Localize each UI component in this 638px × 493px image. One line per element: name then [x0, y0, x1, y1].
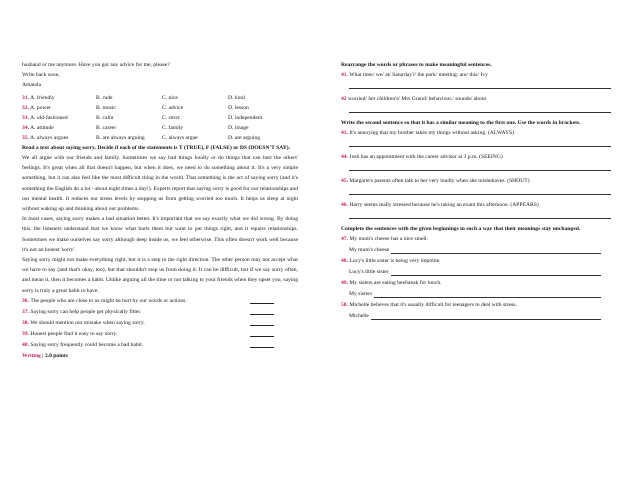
complete-heading: Complete the sentences with the given beginnings in such a way that their meanings stay unchanged. — [341, 226, 581, 232]
statement-item — [22, 340, 274, 351]
sentence-start: My mum's cheese — [349, 247, 390, 253]
question-number: 38. — [22, 319, 29, 326]
rearrange-heading: Rearrange the words or phrases to make meaningful sentences. — [341, 62, 492, 68]
options-list — [22, 93, 298, 143]
completion-line[interactable] — [349, 288, 617, 300]
left-column — [22, 60, 298, 361]
question-number: 43. — [341, 130, 348, 136]
question-number: 45. — [341, 178, 348, 184]
question-text: What time/ we/ at/ Saturday?/ the park/ meeting/ are/ this/ Ivy — [349, 72, 488, 78]
reading-paragraph: Saying sorry might not make everything right, but it is a step in the right direction. The other person may not accept what we have to say (and that's okay, too), but that shouldn't stop us from doing it. It can be difficult, but if we say sorry often, and mean it, then it becomes a habit. Unlike arguing all the time or not talking to your friends when they upset you, saying sorry is truly a great habit to have. — [22, 257, 298, 294]
option-c: C. advice — [162, 105, 184, 111]
question-text: My mum's cheese has a nice smell. — [349, 236, 428, 242]
letter-line: Amanda — [22, 82, 41, 88]
question-number: 47. — [341, 236, 348, 242]
option-row — [22, 93, 298, 103]
writing-label: Writing — [22, 352, 41, 359]
answer-line[interactable] — [349, 104, 611, 113]
reading-paragraph: We all argue with our friends and family. Sometimes we say bad things loudly or do things that can hurt the others' feelings. It's great when all that doesn't happen, but when it does, we need to do something about it. It's a very simple something, but it can also feel like the most difficult thing in the world. That something is the act of saying sorry (and it's something the English do a lot - about eight times a day!). Experts report that saying sorry is good for our relationships and our mental health. It reduces our stress levels by stopping us from getting worried too much. It helps us sleep at night without waking up and thinking about our problems. — [22, 155, 298, 213]
option-a: A. attitude — [30, 125, 54, 131]
statement-text: Saying sorry can help people get physically fitter. — [30, 308, 142, 315]
answer-line[interactable] — [349, 186, 611, 195]
answer-blank[interactable] — [250, 318, 274, 326]
question-text: It's annoying that my brother takes my things without asking. (ALWAYS) — [349, 130, 515, 136]
option-b: B. are always arguing — [96, 135, 145, 141]
question-text: My sisters are eating beefsteak for lunch. — [349, 280, 442, 286]
question-text: Margaret's parents often talk to her very loudly when she misbehaves. (SHOUT) — [349, 178, 530, 184]
right-column — [341, 60, 617, 322]
completion-line[interactable] — [349, 244, 617, 256]
statement-item — [22, 296, 274, 307]
sentence-start: Michelle — [349, 313, 369, 319]
question-number: 46. — [341, 202, 348, 208]
question-number: 35. — [22, 135, 29, 141]
question-number: 48. — [341, 258, 348, 264]
question-number: 33. — [22, 115, 29, 121]
statement-text: We should mention our mistake when saying sorry. — [30, 319, 145, 326]
option-d: D. are arguing — [228, 135, 261, 141]
answer-line[interactable] — [349, 162, 611, 171]
answer-line[interactable] — [349, 80, 611, 89]
option-c: C. family — [162, 125, 184, 131]
question-number: 42 — [341, 96, 347, 102]
question-number: 41. — [341, 72, 348, 78]
option-c: C. always argue — [162, 135, 198, 141]
option-row — [22, 113, 298, 123]
statement-item — [22, 318, 274, 329]
question-text: Josh has an appointment with the career advisor at 3 p.m. (SEEING) — [349, 154, 503, 160]
question-text: Lucy's little sister is being very impolite. — [349, 258, 441, 264]
question-number: 31. — [22, 95, 29, 101]
writing-section-title — [22, 351, 298, 361]
question-number: 39. — [22, 330, 29, 337]
answer-blank[interactable] — [250, 340, 274, 348]
option-d: D. independent — [228, 115, 263, 121]
question-number: 32. — [22, 105, 29, 111]
statement-text: Saying sorry frequently could become a bad habit. — [30, 341, 144, 348]
rewrite-heading: Write the second sentence so that it has a similar meaning to the first one. Use the words in brackets. — [341, 120, 581, 126]
option-row — [22, 103, 298, 113]
statement-text: The people who are close to us might be hurt by our words or actions. — [30, 297, 187, 304]
option-row — [22, 123, 298, 133]
option-b: B. calm — [96, 115, 114, 121]
option-a: A. old-fashioned — [30, 115, 68, 121]
answer-line[interactable] — [349, 138, 611, 147]
question-text: worried/ her children's/ Mrs Grand/ behaviour,/ sounds/ about — [348, 96, 487, 102]
question-number: 49. — [341, 280, 348, 286]
option-d: D. kind — [228, 95, 245, 101]
sentence-start: My sisters — [349, 291, 373, 297]
statements-list — [22, 296, 298, 351]
answer-line[interactable] — [349, 210, 611, 219]
answer-blank[interactable] — [250, 296, 274, 304]
sentence-start: Lucy's little sister — [349, 269, 389, 275]
question-number: 40. — [22, 341, 29, 348]
option-d: D. lesson — [228, 105, 249, 111]
option-b: B. music — [96, 105, 116, 111]
letter-line: husband or me anymore. Have you got any advice for me, please? — [22, 62, 170, 68]
option-a: A. friendly — [30, 95, 55, 101]
option-c: C. strict — [162, 115, 180, 121]
writing-points: | 2.0 points — [42, 352, 68, 359]
question-number: 44. — [341, 154, 348, 160]
question-number: 34. — [22, 125, 29, 131]
option-b: B. rude — [96, 95, 113, 101]
completion-line[interactable] — [349, 266, 617, 278]
statement-item — [22, 307, 274, 318]
question-number: 50. — [341, 302, 348, 308]
statement-item — [22, 329, 274, 340]
option-d: D. image — [228, 125, 249, 131]
option-a: A. always argues — [30, 135, 69, 141]
reading-heading: Read a text about saying sorry. Decide if each of the statements is T (TRUE), F (FALSE) or DS (DOESN'T SAY). — [22, 145, 291, 151]
completion-line[interactable] — [349, 310, 617, 322]
reading-paragraph: In most cases, saying sorry makes a bad situation better. It's important that we say exactly what we did wrong. By doing this, the listeners understand that we know what hurts them but want to put things right, and it repairs relationships. Sometimes we make ourselves say sorry although deep inside us, we feel otherwise. This often doesn't work well because it's not an honest 'sorry'. — [22, 216, 298, 253]
answer-blank[interactable] — [250, 307, 274, 315]
letter-line: Write back soon, — [22, 72, 60, 78]
statement-text: Honest people find it easy to say sorry. — [30, 330, 118, 337]
option-a: A. power — [30, 105, 51, 111]
answer-blank[interactable] — [250, 329, 274, 337]
option-row — [22, 133, 298, 143]
question-text: Michelle believes that it's usually difficult for teenagers to deal with stress. — [349, 302, 517, 308]
option-b: B. career — [96, 125, 117, 131]
question-number: 37. — [22, 308, 29, 315]
option-c: C. nice — [162, 95, 178, 101]
question-text: Harry seems really stressed because he's taking an exam this afternoon. (APPEARS) — [349, 202, 539, 208]
question-number: 36. — [22, 297, 29, 304]
